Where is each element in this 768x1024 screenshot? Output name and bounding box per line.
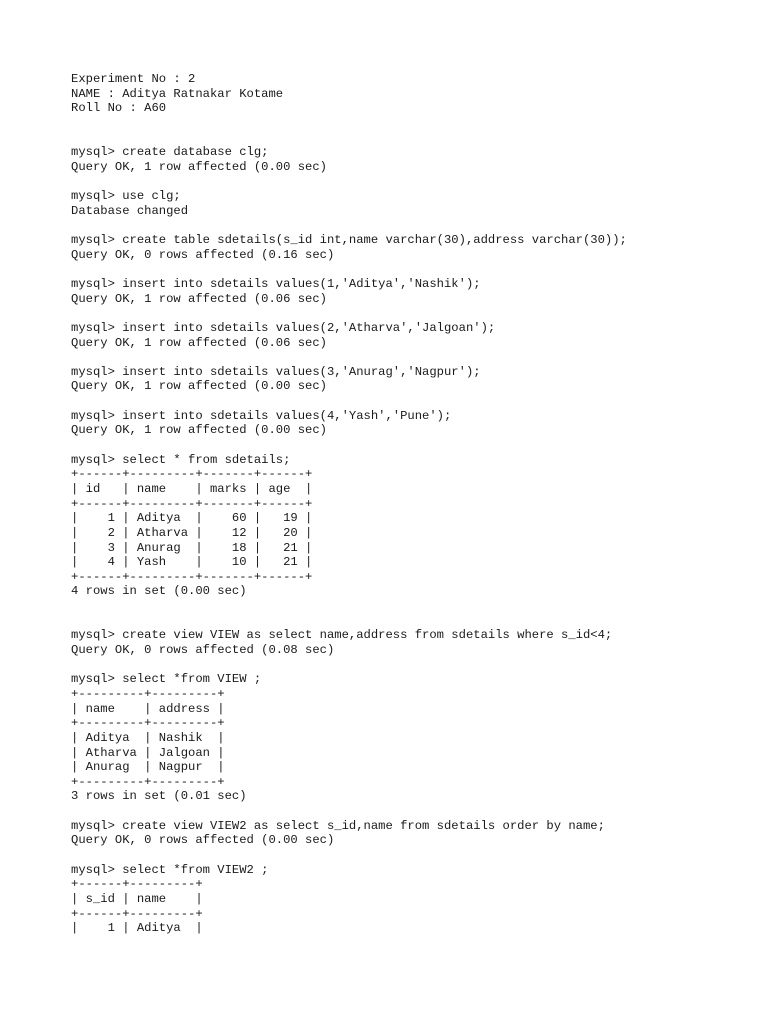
sql-output-line: 4 rows in set (0.00 sec) — [71, 584, 247, 599]
sql-output-line: Query OK, 1 row affected (0.00 sec) — [71, 379, 327, 394]
sql-output-line: +------+---------+-------+------+ — [71, 569, 313, 584]
sql-command-line: mysql> select * from sdetails; — [71, 452, 291, 467]
sql-output-line: | 4 | Yash | 10 | 21 | — [71, 555, 313, 570]
sql-output-line: Query OK, 1 row affected (0.00 sec) — [71, 159, 327, 174]
sql-output-line: Query OK, 0 rows affected (0.16 sec) — [71, 247, 335, 262]
transcript-block — [71, 628, 761, 657]
transcript-block — [71, 233, 761, 262]
sql-command-line: mysql> create view VIEW as select name,address from sdetails where s_id<4; — [71, 628, 613, 643]
sql-output-line: +------+---------+ — [71, 877, 203, 892]
transcript-block — [71, 409, 761, 438]
transcript-block — [71, 277, 761, 306]
mysql-transcript — [71, 145, 761, 936]
transcript-block — [71, 453, 761, 599]
sql-command-line: mysql> use clg; — [71, 189, 181, 204]
transcript-block — [71, 819, 761, 848]
student-name: NAME : Aditya Ratnakar Kotame — [71, 86, 284, 101]
transcript-block — [71, 145, 761, 174]
sql-command-line: mysql> select *from VIEW2 ; — [71, 862, 269, 877]
sql-command-line: mysql> create database clg; — [71, 145, 269, 160]
sql-output-line: | Aditya | Nashik | — [71, 730, 225, 745]
sql-command-line: mysql> insert into sdetails values(3,'Anurag','Nagpur'); — [71, 364, 481, 379]
transcript-block — [71, 863, 761, 936]
sql-output-line: +------+---------+-------+------+ — [71, 496, 313, 511]
sql-output-line: +---------+---------+ — [71, 716, 225, 731]
transcript-block — [71, 365, 761, 394]
sql-output-line: | s_id | name | — [71, 891, 203, 906]
sql-output-line: | name | address | — [71, 701, 225, 716]
sql-output-line: Query OK, 0 rows affected (0.08 sec) — [71, 643, 335, 658]
sql-output-line: | 2 | Atharva | 12 | 20 | — [71, 525, 313, 540]
sql-command-line: mysql> insert into sdetails values(4,'Yash','Pune'); — [71, 408, 452, 423]
sql-output-line: Database changed — [71, 203, 189, 218]
sql-output-line: +---------+---------+ — [71, 774, 225, 789]
sql-output-line: +------+---------+ — [71, 906, 203, 921]
sql-command-line: mysql> insert into sdetails values(1,'Aditya','Nashik'); — [71, 276, 481, 291]
sql-output-line: | 1 | Aditya | — [71, 921, 203, 936]
sql-output-line: | id | name | marks | age | — [71, 481, 313, 496]
transcript-block — [71, 321, 761, 350]
sql-command-line: mysql> create view VIEW2 as select s_id,name from sdetails order by name; — [71, 818, 605, 833]
sql-output-line: Query OK, 1 row affected (0.06 sec) — [71, 335, 327, 350]
roll-number: Roll No : A60 — [71, 101, 167, 116]
sql-output-line: Query OK, 0 rows affected (0.00 sec) — [71, 833, 335, 848]
transcript-block — [71, 672, 761, 804]
experiment-number: Experiment No : 2 — [71, 72, 196, 86]
sql-output-line: +---------+---------+ — [71, 686, 225, 701]
document-page — [71, 72, 761, 936]
sql-output-line: | 3 | Anurag | 18 | 21 | — [71, 540, 313, 555]
sql-command-line: mysql> select *from VIEW ; — [71, 672, 262, 687]
sql-output-line: | Anurag | Nagpur | — [71, 760, 225, 775]
sql-output-line: Query OK, 1 row affected (0.06 sec) — [71, 291, 327, 306]
sql-output-line: 3 rows in set (0.01 sec) — [71, 789, 247, 804]
sql-output-line: | Atharva | Jalgoan | — [71, 745, 225, 760]
sql-output-line: Query OK, 1 row affected (0.00 sec) — [71, 423, 327, 438]
sql-command-line: mysql> create table sdetails(s_id int,name varchar(30),address varchar(30)); — [71, 233, 627, 248]
transcript-block — [71, 189, 761, 218]
sql-command-line: mysql> insert into sdetails values(2,'Atharva','Jalgoan'); — [71, 320, 496, 335]
sql-output-line: | 1 | Aditya | 60 | 19 | — [71, 511, 313, 526]
sql-output-line: +------+---------+-------+------+ — [71, 467, 313, 482]
